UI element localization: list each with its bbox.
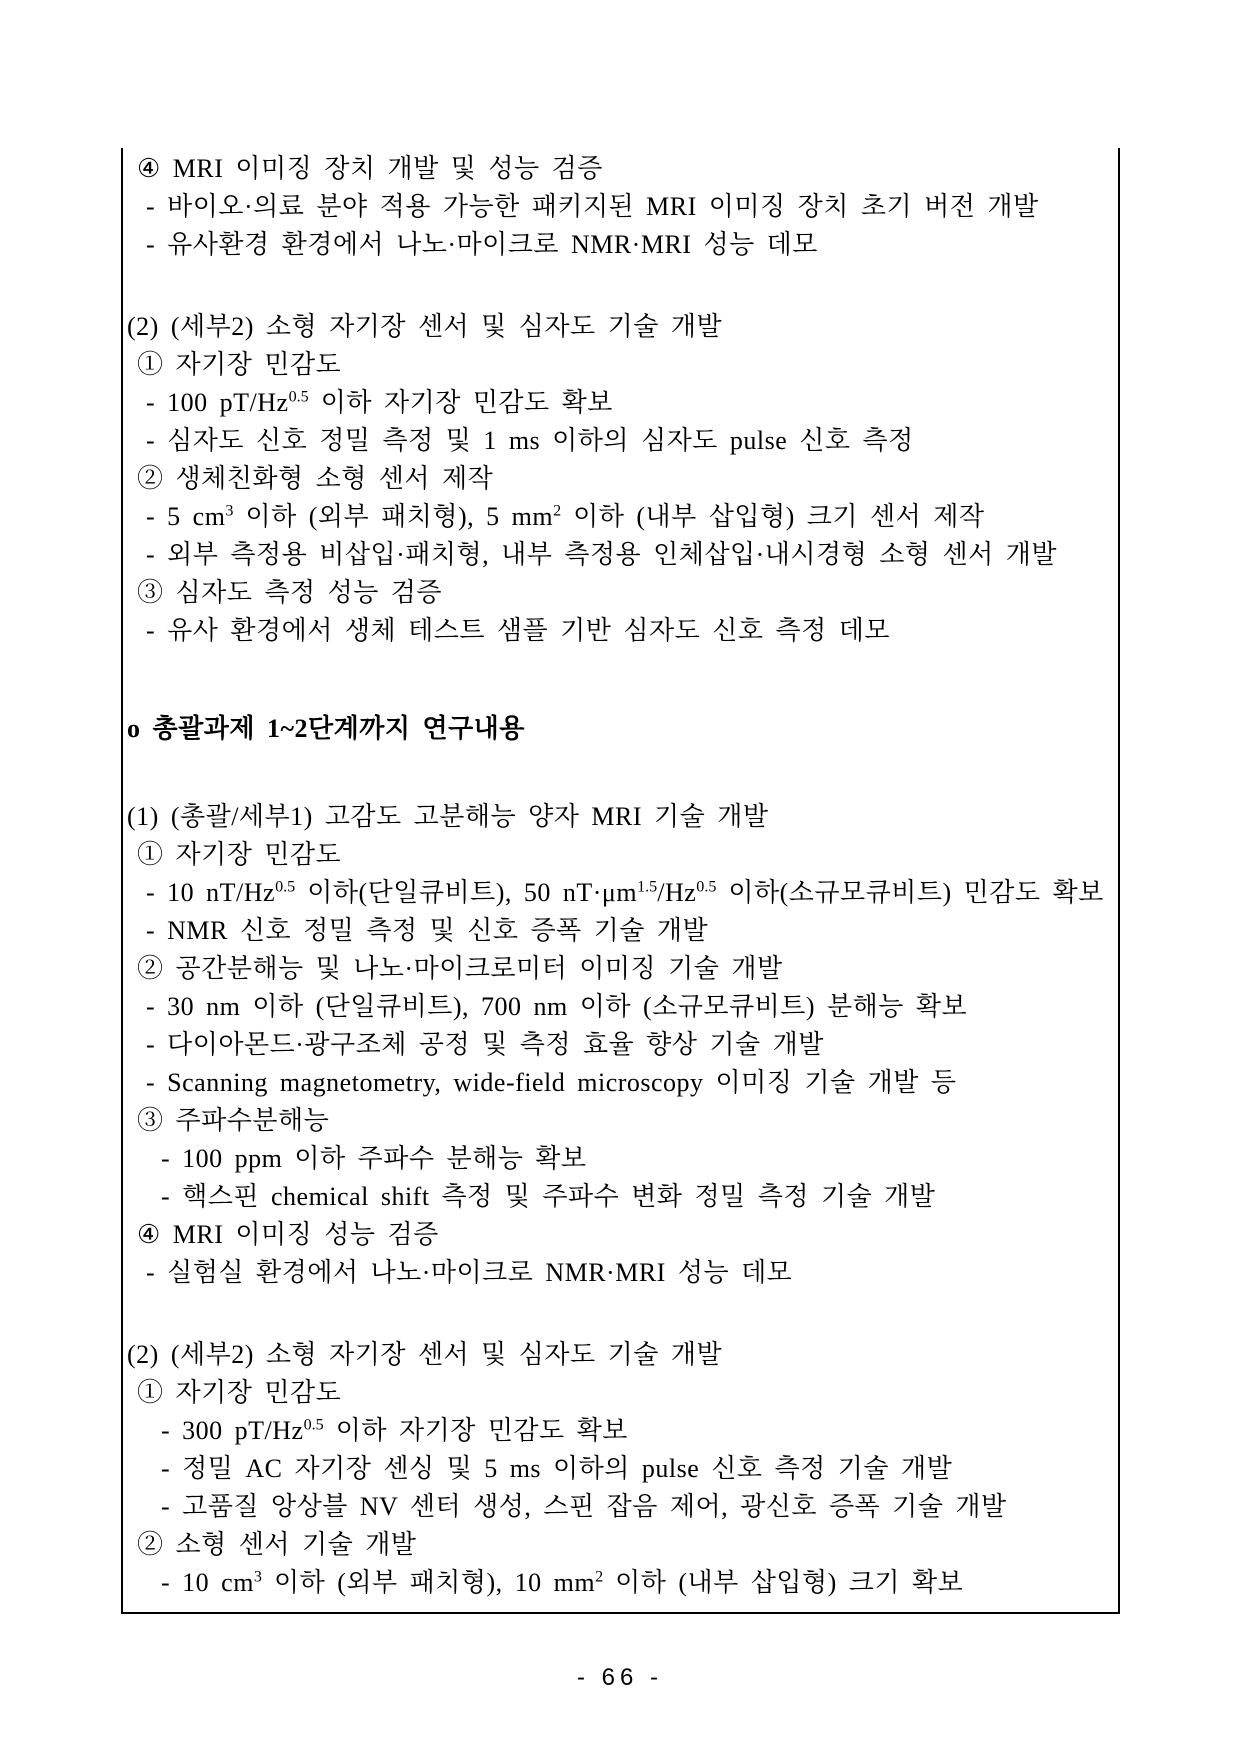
text-line: - 100 $pT/Hz^{0.5}$ 이하 자기장 민감도 확보 (146, 388, 613, 417)
text-line: - 실험실 환경에서 나노·마이크로 NMR·MRI 성능 데모 (146, 1258, 793, 1287)
text-line: - 외부 측정용 비삽입·패치형, 내부 측정용 인체삽입·내시경형 소형 센서 개발 (146, 540, 1057, 569)
text-line: - 10 $nT/Hz^{0.5}$ 이하(단일큐비트), 50 $nT\cdot\mu m^{1.5}/Hz^{0.5}$ 이하(소규모큐비트) 민감도 확보 (146, 878, 1104, 907)
text-line: (2) (세부2) 소형 자기장 센서 및 심자도 기술 개발 (127, 312, 723, 341)
text-line: - NMR 신호 정밀 측정 및 신호 증폭 기술 개발 (146, 916, 709, 945)
content-border-box (121, 148, 1120, 1614)
text-line: ③ 심자도 측정 성능 검증 (137, 578, 443, 607)
page-number: - 66 - (576, 1664, 663, 1691)
document-body (123, 150, 1118, 1602)
blank-line (123, 264, 1118, 308)
text-line: ① 자기장 민감도 (137, 840, 342, 869)
blank-line (123, 650, 1118, 710)
blank-line (123, 1292, 1118, 1336)
text-line: - 100 ppm 이하 주파수 분해능 확보 (161, 1144, 587, 1173)
text-line: ③ 주파수분해능 (137, 1106, 330, 1135)
text-line: - 핵스핀 chemical shift 측정 및 주파수 변화 정밀 측정 기술 개발 (161, 1182, 936, 1211)
text-line: (1) (총괄/세부1) 고감도 고분해능 양자 MRI 기술 개발 (127, 802, 769, 831)
text-line: ① 자기장 민감도 (137, 1378, 342, 1407)
text-line: (2) (세부2) 소형 자기장 센서 및 심자도 기술 개발 (127, 1340, 723, 1369)
text-line: - Scanning magnetometry, wide-field microscopy 이미징 기술 개발 등 (146, 1068, 957, 1097)
text-line: ② 소형 센서 기술 개발 (137, 1530, 417, 1559)
text-line: - 바이오·의료 분야 적용 가능한 패키지된 MRI 이미징 장치 초기 버전 개발 (146, 192, 1039, 221)
text-line: - 다이아몬드·광구조체 공정 및 측정 효율 향상 기술 개발 (146, 1030, 824, 1059)
blank-line (123, 748, 1118, 798)
text-line: - 심자도 신호 정밀 측정 및 1 ms 이하의 심자도 pulse 신호 측정 (146, 426, 914, 455)
text-line: ① 자기장 민감도 (137, 350, 342, 379)
text-line: - 10 $cm^3$ 이하 (외부 패치형), 10 $mm^2$ 이하 (내부 삽입형) 크기 확보 (161, 1568, 964, 1597)
text-line: ② 생체친화형 소형 센서 제작 (137, 464, 494, 493)
text-line: - 유사환경 환경에서 나노·마이크로 NMR·MRI 성능 데모 (146, 230, 818, 259)
text-line: - 정밀 AC 자기장 센싱 및 5 ms 이하의 pulse 신호 측정 기술 개발 (161, 1454, 953, 1483)
section-heading: o 총괄과제 1~2단계까지 연구내용 (127, 714, 525, 743)
text-line: - 300 $pT/Hz^{0.5}$ 이하 자기장 민감도 확보 (161, 1416, 628, 1445)
text-line: ④ MRI 이미징 장치 개발 및 성능 검증 (137, 154, 603, 183)
text-line: ④ MRI 이미징 성능 검증 (137, 1220, 439, 1249)
text-line: - 고품질 앙상블 NV 센터 생성, 스핀 잡음 제어, 광신호 증폭 기술 개발 (161, 1492, 1007, 1521)
text-line: ② 공간분해능 및 나노·마이크로미터 이미징 기술 개발 (137, 954, 783, 983)
text-line: - 30 nm 이하 (단일큐비트), 700 nm 이하 (소규모큐비트) 분해능 확보 (146, 992, 968, 1021)
text-line: - 5 $cm^3$ 이하 (외부 패치형), 5 $mm^2$ 이하 (내부 삽입형) 크기 센서 제작 (146, 502, 985, 531)
text-line: - 유사 환경에서 생체 테스트 샘플 기반 심자도 신호 측정 데모 (146, 616, 890, 645)
